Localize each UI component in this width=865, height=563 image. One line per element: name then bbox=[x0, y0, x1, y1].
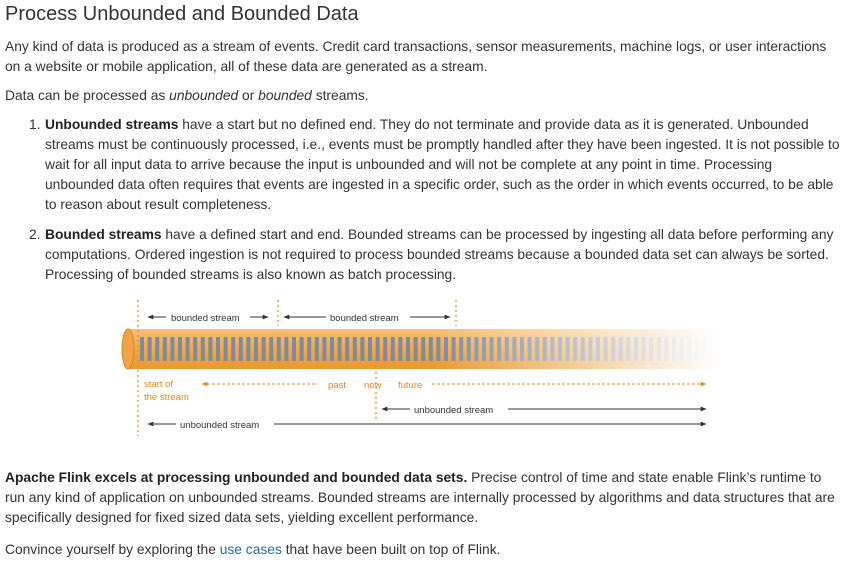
bounded-stream-label: bounded stream bbox=[330, 313, 399, 324]
past-label: past bbox=[328, 380, 346, 391]
unbounded-term: unbounded bbox=[169, 88, 239, 103]
start-of-stream-label: start of bbox=[144, 379, 174, 390]
bounded-stream-label: bounded stream bbox=[171, 313, 240, 324]
unbounded-stream-label: unbounded stream bbox=[414, 405, 494, 416]
flink-bold-statement: Apache Flink excels at processing unbounded and bounded data sets. bbox=[5, 470, 468, 485]
flink-text: Precise control of time and state enable Flink’s runtime to run any kind of application on unbounded streams. Bounded streams are internally processed by algorithms and data structures that are specifically designed for fixed sized data sets, yielding excellent performance. bbox=[5, 470, 835, 525]
processed-prefix: Data can be processed as bbox=[5, 88, 170, 103]
list-item-text: have a start but no defined end. They do not terminate and provide data as it is generated. Unbounded streams must be continuously processed, i.e., events must be promptly handled after they have been ingested. It is not possible to wait for all input data to arrive because the input is unbounded and will not be complete at any point in time. Processing unbounded data often requires that events are ingested in a specific order, such as the order in which events occurred, to be able to reason about result completeness. bbox=[45, 117, 840, 212]
page-title: Process Unbounded and Bounded Data bbox=[5, 3, 359, 25]
stream-band bbox=[122, 329, 718, 369]
processed-middle: or bbox=[238, 88, 259, 103]
bounded-unbounded-diagram bbox=[118, 296, 718, 441]
list-number: 2. bbox=[29, 227, 41, 242]
processed-suffix: streams. bbox=[311, 88, 369, 103]
list-item-title: Unbounded streams bbox=[45, 117, 179, 132]
intro-paragraph: Any kind of data is produced as a stream of events. Credit card transactions, sensor measurements, machine logs, or user interactions on a website or mobile application, all of these data are generated as a stream. bbox=[5, 39, 827, 74]
list-item bbox=[0, 225, 840, 285]
stream-types-list bbox=[0, 115, 840, 285]
processed-paragraph bbox=[5, 86, 835, 106]
list-number: 1. bbox=[29, 117, 41, 132]
list-item bbox=[0, 115, 840, 215]
future-label: future bbox=[398, 380, 423, 391]
list-item-text: have a defined start and end. Bounded streams can be processed by ingesting all data before performing any computations. Ordered ingestion is not required to process bounded streams because a bounded data set can always be sorted. Processing of bounded streams is also known as batch processing. bbox=[45, 227, 834, 282]
use-cases-link[interactable]: use cases bbox=[219, 542, 282, 557]
flink-paragraph bbox=[5, 468, 835, 528]
convince-prefix: Convince yourself by exploring the bbox=[5, 542, 220, 557]
unbounded-stream-label: unbounded stream bbox=[180, 420, 260, 431]
list-item-title: Bounded streams bbox=[45, 227, 162, 242]
convince-suffix: that have been built on top of Flink. bbox=[281, 542, 501, 557]
bounded-term: bounded bbox=[258, 88, 312, 103]
start-of-stream-label: the stream bbox=[144, 392, 189, 403]
convince-paragraph bbox=[5, 540, 835, 560]
now-label: now bbox=[364, 380, 382, 391]
